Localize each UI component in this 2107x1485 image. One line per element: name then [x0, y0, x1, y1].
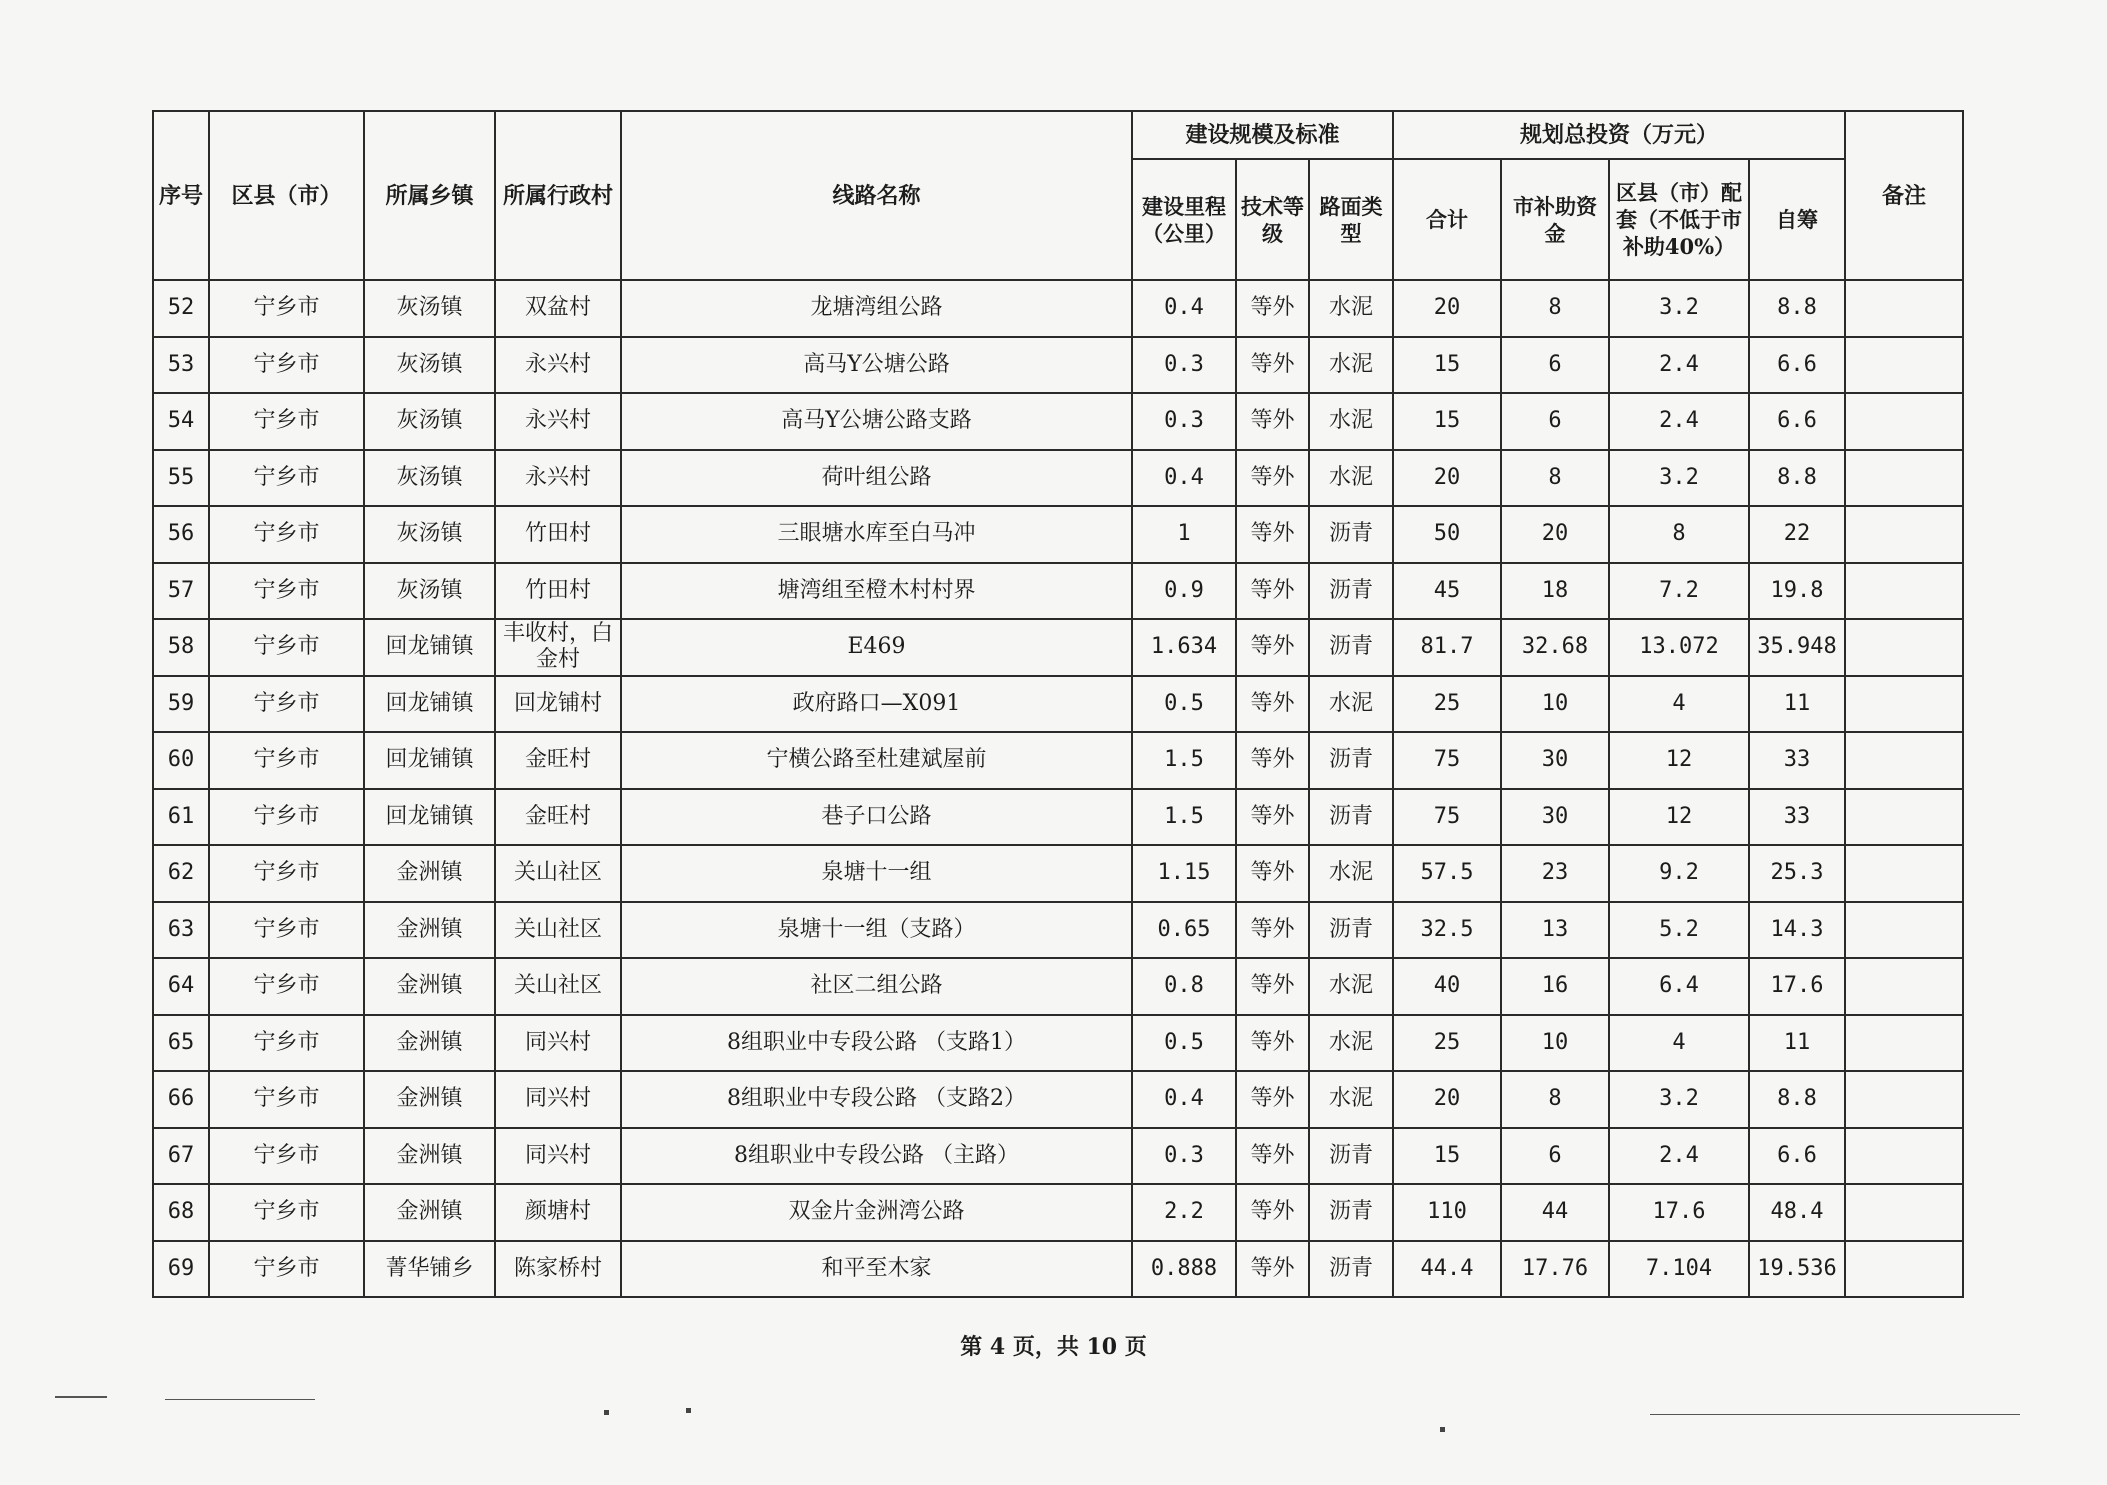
cell-county-match: 3.2 [1609, 450, 1749, 507]
cell-county: 宁乡市 [209, 450, 364, 507]
cell-city-subsidy: 20 [1501, 506, 1609, 563]
cell-surface: 水泥 [1309, 845, 1393, 902]
table-row [153, 1015, 1963, 1072]
table-body [153, 280, 1963, 1297]
cell-self-raised: 6.6 [1749, 393, 1845, 450]
cell-surface: 水泥 [1309, 450, 1393, 507]
table-row [153, 789, 1963, 846]
cell-county-match: 9.2 [1609, 845, 1749, 902]
cell-self-raised: 48.4 [1749, 1184, 1845, 1241]
cell-surface: 沥青 [1309, 732, 1393, 789]
cell-route: 高马Y公塘公路 [621, 337, 1132, 394]
scan-artifact-line [55, 1396, 107, 1398]
cell-town: 灰汤镇 [364, 450, 495, 507]
header-remark: 备注 [1845, 111, 1963, 280]
cell-seq: 53 [153, 337, 209, 394]
cell-county: 宁乡市 [209, 958, 364, 1015]
cell-grade: 等外 [1236, 845, 1309, 902]
cell-mileage: 0.4 [1132, 450, 1236, 507]
cell-village: 陈家桥村 [495, 1241, 621, 1298]
cell-surface: 沥青 [1309, 506, 1393, 563]
cell-town: 回龙铺镇 [364, 732, 495, 789]
cell-remark [1845, 337, 1963, 394]
road-plan-table [152, 110, 1964, 1298]
cell-mileage: 0.5 [1132, 1015, 1236, 1072]
table-row [153, 563, 1963, 620]
cell-self-raised: 8.8 [1749, 280, 1845, 337]
cell-route: 高马Y公塘公路支路 [621, 393, 1132, 450]
cell-mileage: 0.3 [1132, 393, 1236, 450]
cell-seq: 69 [153, 1241, 209, 1298]
cell-county: 宁乡市 [209, 1015, 364, 1072]
header-town: 所属乡镇 [364, 111, 495, 280]
cell-surface: 沥青 [1309, 563, 1393, 620]
cell-total: 15 [1393, 337, 1501, 394]
cell-seq: 65 [153, 1015, 209, 1072]
cell-mileage: 1.5 [1132, 789, 1236, 846]
cell-mileage: 0.3 [1132, 337, 1236, 394]
cell-village: 同兴村 [495, 1071, 621, 1128]
cell-self-raised: 35.948 [1749, 619, 1845, 676]
cell-seq: 55 [153, 450, 209, 507]
cell-town: 金洲镇 [364, 1071, 495, 1128]
cell-city-subsidy: 8 [1501, 450, 1609, 507]
cell-surface: 水泥 [1309, 1071, 1393, 1128]
cell-town: 回龙铺镇 [364, 619, 495, 676]
cell-seq: 66 [153, 1071, 209, 1128]
cell-grade: 等外 [1236, 789, 1309, 846]
cell-city-subsidy: 10 [1501, 676, 1609, 733]
cell-route: 8组职业中专段公路 （主路） [621, 1128, 1132, 1185]
cell-self-raised: 8.8 [1749, 1071, 1845, 1128]
table-row [153, 280, 1963, 337]
cell-remark [1845, 1128, 1963, 1185]
cell-county-match: 17.6 [1609, 1184, 1749, 1241]
cell-remark [1845, 563, 1963, 620]
cell-self-raised: 11 [1749, 676, 1845, 733]
cell-seq: 64 [153, 958, 209, 1015]
cell-village: 关山社区 [495, 845, 621, 902]
scan-artifact-line [1650, 1414, 2020, 1415]
scan-artifact-dot [1440, 1427, 1445, 1432]
header-village: 所属行政村 [495, 111, 621, 280]
cell-county-match: 4 [1609, 1015, 1749, 1072]
cell-seq: 56 [153, 506, 209, 563]
cell-total: 110 [1393, 1184, 1501, 1241]
cell-self-raised: 8.8 [1749, 450, 1845, 507]
cell-county: 宁乡市 [209, 506, 364, 563]
cell-route: 社区二组公路 [621, 958, 1132, 1015]
cell-county: 宁乡市 [209, 1241, 364, 1298]
cell-city-subsidy: 44 [1501, 1184, 1609, 1241]
cell-route: 8组职业中专段公路 （支路2） [621, 1071, 1132, 1128]
cell-mileage: 0.3 [1132, 1128, 1236, 1185]
cell-self-raised: 33 [1749, 732, 1845, 789]
cell-grade: 等外 [1236, 619, 1309, 676]
cell-route: 泉塘十一组（支路） [621, 902, 1132, 959]
cell-city-subsidy: 17.76 [1501, 1241, 1609, 1298]
cell-total: 50 [1393, 506, 1501, 563]
cell-route: 荷叶组公路 [621, 450, 1132, 507]
cell-town: 灰汤镇 [364, 337, 495, 394]
scan-artifact-dot [604, 1410, 609, 1415]
table-row [153, 958, 1963, 1015]
cell-grade: 等外 [1236, 393, 1309, 450]
cell-remark [1845, 393, 1963, 450]
header-city-subsidy: 市补助资金 [1501, 159, 1609, 280]
cell-county-match: 2.4 [1609, 1128, 1749, 1185]
cell-surface: 水泥 [1309, 393, 1393, 450]
cell-mileage: 0.4 [1132, 1071, 1236, 1128]
cell-city-subsidy: 6 [1501, 393, 1609, 450]
cell-county-match: 3.2 [1609, 280, 1749, 337]
cell-city-subsidy: 32.68 [1501, 619, 1609, 676]
cell-mileage: 0.8 [1132, 958, 1236, 1015]
cell-village: 同兴村 [495, 1015, 621, 1072]
table-row [153, 676, 1963, 733]
cell-self-raised: 11 [1749, 1015, 1845, 1072]
cell-mileage: 1.634 [1132, 619, 1236, 676]
cell-village: 颜塘村 [495, 1184, 621, 1241]
cell-grade: 等外 [1236, 1184, 1309, 1241]
cell-city-subsidy: 30 [1501, 732, 1609, 789]
cell-route: 宁横公路至杜建斌屋前 [621, 732, 1132, 789]
cell-county: 宁乡市 [209, 1184, 364, 1241]
cell-seq: 67 [153, 1128, 209, 1185]
cell-county: 宁乡市 [209, 732, 364, 789]
cell-town: 灰汤镇 [364, 280, 495, 337]
header-grade: 技术等级 [1236, 159, 1309, 280]
cell-self-raised: 33 [1749, 789, 1845, 846]
cell-city-subsidy: 13 [1501, 902, 1609, 959]
cell-county: 宁乡市 [209, 619, 364, 676]
cell-county-match: 5.2 [1609, 902, 1749, 959]
cell-mileage: 1 [1132, 506, 1236, 563]
cell-county: 宁乡市 [209, 280, 364, 337]
cell-total: 57.5 [1393, 845, 1501, 902]
cell-total: 32.5 [1393, 902, 1501, 959]
cell-route: 龙塘湾组公路 [621, 280, 1132, 337]
cell-grade: 等外 [1236, 1241, 1309, 1298]
cell-village: 金旺村 [495, 732, 621, 789]
header-mileage: 建设里程（公里） [1132, 159, 1236, 280]
cell-grade: 等外 [1236, 902, 1309, 959]
cell-remark [1845, 902, 1963, 959]
cell-county-match: 4 [1609, 676, 1749, 733]
table-row [153, 393, 1963, 450]
cell-village: 竹田村 [495, 506, 621, 563]
cell-total: 45 [1393, 563, 1501, 620]
cell-self-raised: 17.6 [1749, 958, 1845, 1015]
cell-route: 塘湾组至橙木村村界 [621, 563, 1132, 620]
cell-grade: 等外 [1236, 1071, 1309, 1128]
cell-seq: 59 [153, 676, 209, 733]
cell-county: 宁乡市 [209, 337, 364, 394]
cell-remark [1845, 789, 1963, 846]
cell-total: 75 [1393, 732, 1501, 789]
cell-route: 双金片金洲湾公路 [621, 1184, 1132, 1241]
cell-remark [1845, 1184, 1963, 1241]
table-row [153, 337, 1963, 394]
table-row [153, 619, 1963, 676]
cell-grade: 等外 [1236, 1128, 1309, 1185]
table-row [153, 732, 1963, 789]
cell-total: 20 [1393, 450, 1501, 507]
cell-seq: 63 [153, 902, 209, 959]
cell-total: 15 [1393, 1128, 1501, 1185]
cell-town: 金洲镇 [364, 1015, 495, 1072]
cell-county: 宁乡市 [209, 676, 364, 733]
cell-surface: 水泥 [1309, 337, 1393, 394]
cell-mileage: 0.9 [1132, 563, 1236, 620]
cell-city-subsidy: 23 [1501, 845, 1609, 902]
cell-seq: 54 [153, 393, 209, 450]
cell-town: 灰汤镇 [364, 506, 495, 563]
cell-total: 44.4 [1393, 1241, 1501, 1298]
cell-mileage: 1.5 [1132, 732, 1236, 789]
cell-county: 宁乡市 [209, 845, 364, 902]
cell-county: 宁乡市 [209, 789, 364, 846]
cell-county-match: 6.4 [1609, 958, 1749, 1015]
cell-seq: 61 [153, 789, 209, 846]
cell-county-match: 2.4 [1609, 337, 1749, 394]
cell-village: 永兴村 [495, 337, 621, 394]
cell-surface: 水泥 [1309, 958, 1393, 1015]
table-row [153, 902, 1963, 959]
cell-route: 泉塘十一组 [621, 845, 1132, 902]
header-row-1 [153, 111, 1963, 159]
cell-county: 宁乡市 [209, 563, 364, 620]
cell-mileage: 2.2 [1132, 1184, 1236, 1241]
cell-town: 金洲镇 [364, 1128, 495, 1185]
cell-surface: 沥青 [1309, 619, 1393, 676]
cell-town: 回龙铺镇 [364, 789, 495, 846]
cell-self-raised: 19.536 [1749, 1241, 1845, 1298]
cell-seq: 52 [153, 280, 209, 337]
cell-village: 双盆村 [495, 280, 621, 337]
table-row [153, 845, 1963, 902]
cell-county-match: 12 [1609, 732, 1749, 789]
cell-county-match: 3.2 [1609, 1071, 1749, 1128]
cell-route: 三眼塘水库至白马冲 [621, 506, 1132, 563]
cell-total: 81.7 [1393, 619, 1501, 676]
cell-route: 巷子口公路 [621, 789, 1132, 846]
cell-village: 竹田村 [495, 563, 621, 620]
cell-seq: 68 [153, 1184, 209, 1241]
cell-village: 丰收村，白金村 [495, 619, 621, 676]
cell-remark [1845, 280, 1963, 337]
cell-village: 关山社区 [495, 958, 621, 1015]
cell-town: 金洲镇 [364, 902, 495, 959]
cell-remark [1845, 676, 1963, 733]
cell-town: 金洲镇 [364, 1184, 495, 1241]
cell-remark [1845, 1071, 1963, 1128]
cell-grade: 等外 [1236, 676, 1309, 733]
cell-city-subsidy: 8 [1501, 1071, 1609, 1128]
cell-surface: 水泥 [1309, 676, 1393, 733]
cell-grade: 等外 [1236, 280, 1309, 337]
cell-remark [1845, 1015, 1963, 1072]
cell-self-raised: 6.6 [1749, 1128, 1845, 1185]
cell-county-match: 8 [1609, 506, 1749, 563]
cell-village: 永兴村 [495, 450, 621, 507]
cell-county: 宁乡市 [209, 393, 364, 450]
cell-surface: 水泥 [1309, 1015, 1393, 1072]
cell-village: 关山社区 [495, 902, 621, 959]
cell-surface: 沥青 [1309, 902, 1393, 959]
cell-town: 灰汤镇 [364, 393, 495, 450]
cell-town: 回龙铺镇 [364, 676, 495, 733]
header-invest-group: 规划总投资（万元） [1393, 111, 1845, 159]
header-county: 区县（市） [209, 111, 364, 280]
cell-mileage: 0.5 [1132, 676, 1236, 733]
table-row [153, 1184, 1963, 1241]
cell-town: 金洲镇 [364, 958, 495, 1015]
cell-grade: 等外 [1236, 450, 1309, 507]
cell-city-subsidy: 6 [1501, 1128, 1609, 1185]
cell-county: 宁乡市 [209, 902, 364, 959]
cell-mileage: 1.15 [1132, 845, 1236, 902]
cell-total: 40 [1393, 958, 1501, 1015]
scan-artifact-dot [686, 1408, 691, 1413]
cell-total: 25 [1393, 676, 1501, 733]
cell-surface: 沥青 [1309, 1128, 1393, 1185]
header-county-match: 区县（市）配套（不低于市补助40%） [1609, 159, 1749, 280]
cell-city-subsidy: 6 [1501, 337, 1609, 394]
cell-self-raised: 25.3 [1749, 845, 1845, 902]
cell-grade: 等外 [1236, 506, 1309, 563]
cell-surface: 水泥 [1309, 280, 1393, 337]
table-row [153, 1241, 1963, 1298]
header-scale-group: 建设规模及标准 [1132, 111, 1393, 159]
table-row [153, 1128, 1963, 1185]
cell-remark [1845, 732, 1963, 789]
cell-remark [1845, 845, 1963, 902]
cell-total: 20 [1393, 280, 1501, 337]
cell-grade: 等外 [1236, 563, 1309, 620]
cell-village: 金旺村 [495, 789, 621, 846]
cell-grade: 等外 [1236, 732, 1309, 789]
cell-surface: 沥青 [1309, 1184, 1393, 1241]
cell-remark [1845, 450, 1963, 507]
cell-self-raised: 14.3 [1749, 902, 1845, 959]
cell-total: 15 [1393, 393, 1501, 450]
cell-county: 宁乡市 [209, 1128, 364, 1185]
cell-county-match: 12 [1609, 789, 1749, 846]
table-row [153, 1071, 1963, 1128]
table-row [153, 506, 1963, 563]
cell-remark [1845, 958, 1963, 1015]
header-route: 线路名称 [621, 111, 1132, 280]
scan-artifact-line [165, 1399, 315, 1400]
cell-remark [1845, 1241, 1963, 1298]
cell-seq: 62 [153, 845, 209, 902]
cell-mileage: 0.888 [1132, 1241, 1236, 1298]
cell-city-subsidy: 30 [1501, 789, 1609, 846]
cell-town: 金洲镇 [364, 845, 495, 902]
header-total: 合计 [1393, 159, 1501, 280]
cell-village: 同兴村 [495, 1128, 621, 1185]
cell-self-raised: 6.6 [1749, 337, 1845, 394]
header-self-raised: 自筹 [1749, 159, 1845, 280]
cell-route: 和平至木家 [621, 1241, 1132, 1298]
cell-city-subsidy: 16 [1501, 958, 1609, 1015]
cell-total: 25 [1393, 1015, 1501, 1072]
cell-city-subsidy: 18 [1501, 563, 1609, 620]
cell-city-subsidy: 8 [1501, 280, 1609, 337]
cell-self-raised: 22 [1749, 506, 1845, 563]
header-seq: 序号 [153, 111, 209, 280]
cell-seq: 57 [153, 563, 209, 620]
cell-grade: 等外 [1236, 1015, 1309, 1072]
cell-remark [1845, 619, 1963, 676]
cell-route: 政府路口—X091 [621, 676, 1132, 733]
cell-surface: 沥青 [1309, 789, 1393, 846]
cell-total: 75 [1393, 789, 1501, 846]
cell-grade: 等外 [1236, 337, 1309, 394]
cell-county-match: 7.104 [1609, 1241, 1749, 1298]
cell-village: 永兴村 [495, 393, 621, 450]
cell-county: 宁乡市 [209, 1071, 364, 1128]
cell-county-match: 13.072 [1609, 619, 1749, 676]
cell-remark [1845, 506, 1963, 563]
cell-surface: 沥青 [1309, 1241, 1393, 1298]
cell-county-match: 2.4 [1609, 393, 1749, 450]
page-number: 第 4 页，共 10 页 [960, 1334, 1147, 1360]
cell-route: 8组职业中专段公路 （支路1） [621, 1015, 1132, 1072]
cell-town: 菁华铺乡 [364, 1241, 495, 1298]
cell-seq: 60 [153, 732, 209, 789]
cell-city-subsidy: 10 [1501, 1015, 1609, 1072]
cell-self-raised: 19.8 [1749, 563, 1845, 620]
cell-mileage: 0.4 [1132, 280, 1236, 337]
cell-town: 灰汤镇 [364, 563, 495, 620]
cell-county-match: 7.2 [1609, 563, 1749, 620]
cell-total: 20 [1393, 1071, 1501, 1128]
cell-grade: 等外 [1236, 958, 1309, 1015]
header-surface: 路面类型 [1309, 159, 1393, 280]
cell-mileage: 0.65 [1132, 902, 1236, 959]
cell-seq: 58 [153, 619, 209, 676]
table-row [153, 450, 1963, 507]
cell-village: 回龙铺村 [495, 676, 621, 733]
cell-route: E469 [621, 619, 1132, 676]
